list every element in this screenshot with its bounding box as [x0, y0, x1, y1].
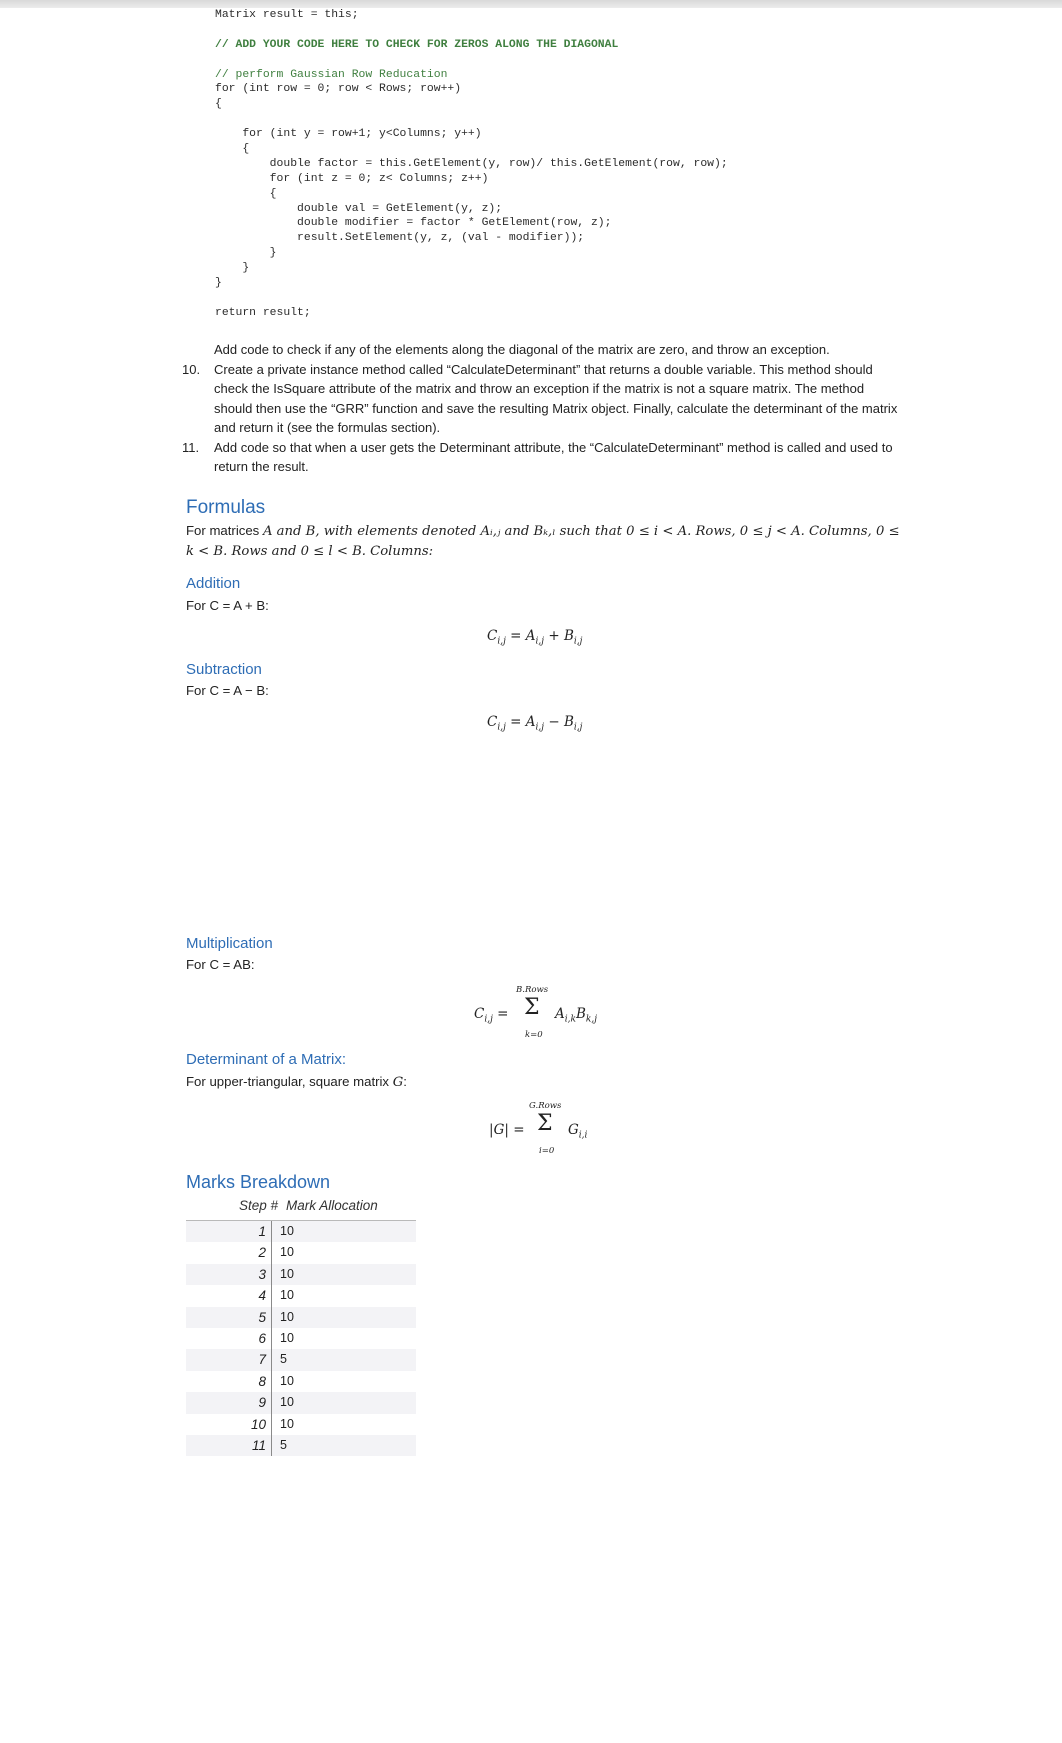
- instruction-number: 11.: [182, 439, 200, 455]
- marks-table-body: [186, 1221, 416, 1456]
- step-number: 6: [186, 1328, 272, 1349]
- code-line: for (int z = 0; z< Columns; z++): [215, 172, 489, 185]
- code-line: double factor = this.GetElement(y, row)/ this.GetElement(row, row);: [215, 157, 728, 170]
- step-number: 2: [186, 1242, 272, 1263]
- mark-allocation: 10: [280, 1395, 294, 1410]
- instruction-item-10: [170, 360, 900, 438]
- table-row: [186, 1414, 416, 1435]
- table-row: [186, 1349, 416, 1370]
- marks-table: [186, 1198, 416, 1456]
- subtraction-equation: $C_{i,j} = A_{i,j} - B_{i,j}$: [487, 714, 583, 733]
- step-number: 4: [186, 1285, 272, 1306]
- determinant-heading: Determinant of a Matrix:: [186, 1051, 347, 1068]
- code-line: }: [215, 262, 250, 275]
- table-row: [186, 1371, 416, 1392]
- table-row: [186, 1242, 416, 1263]
- code-line: [215, 291, 728, 306]
- summation-upper-limit: B.Rows: [516, 985, 549, 995]
- instruction-intro: Add code to check if any of the elements along the diagonal of the matrix are zero, and throw an exception.: [214, 342, 830, 357]
- table-row: [186, 1264, 416, 1285]
- table-row: [186, 1328, 416, 1349]
- step-number: 8: [186, 1371, 272, 1392]
- code-line: result.SetElement(y, z, (val - modifier));: [215, 232, 585, 245]
- mark-allocation: 10: [280, 1373, 294, 1388]
- code-line: }: [215, 277, 222, 290]
- column-header-step: Step #: [238, 1198, 278, 1213]
- code-line: return result;: [215, 306, 311, 319]
- step-number: 7: [186, 1349, 272, 1370]
- summation-upper-limit: G.Rows: [529, 1101, 562, 1111]
- code-line: double val = GetElement(y, z);: [215, 202, 503, 215]
- mark-allocation: 10: [280, 1330, 294, 1345]
- addition-equation: $C_{i,j} = A_{i,j} + B_{i,j}$: [487, 628, 583, 647]
- formulas-intro-line-2: k < B. Rows and 0 ≤ l < B. Columns:: [186, 544, 434, 559]
- table-row: [186, 1307, 416, 1328]
- code-listing: [215, 8, 728, 321]
- mark-allocation: 5: [280, 1437, 287, 1452]
- determinant-summation: [529, 1101, 597, 1157]
- step-number: 3: [186, 1264, 272, 1285]
- multiplication-term: $A_{i,k}B_{k,j}$: [555, 1006, 597, 1025]
- mark-allocation: 10: [280, 1288, 294, 1303]
- code-line: }: [215, 247, 277, 260]
- code-line: // ADD YOUR CODE HERE TO CHECK FOR ZEROS ALONG THE DIAGONAL: [215, 38, 619, 51]
- step-number: 5: [186, 1307, 272, 1328]
- summation-lower-limit: i=0: [539, 1146, 555, 1156]
- sigma-icon: Σ: [537, 1111, 553, 1136]
- instruction-text: Create a private instance method called “CalculateDeterminant” that returns a double variable. This method should check the IsSquare attribute of the matrix and throw an exception if the matrix is not a square matrix. The method should then use the “GRR” function and save the resulting Matrix object. Finally, calculate the determinant of the matrix and return it (see the formulas section).: [214, 361, 898, 435]
- addition-for-text: For C = A + B:: [186, 598, 269, 613]
- marks-table-header: [186, 1198, 416, 1221]
- table-row: [186, 1221, 416, 1242]
- code-line: [215, 23, 728, 38]
- instruction-number: 10.: [182, 361, 201, 377]
- step-number: 11: [186, 1435, 272, 1456]
- formulas-intro-line-1: For matrices A and B, with elements denoted Aᵢ,ⱼ and Bₖ,ₗ such that 0 ≤ i < A. Rows, 0 ≤ j < A. Columns, 0 ≤: [186, 523, 900, 539]
- step-number: 10: [186, 1414, 272, 1435]
- code-line: {: [215, 143, 250, 156]
- code-line: [215, 112, 728, 127]
- mark-allocation: 10: [280, 1416, 294, 1431]
- determinant-for-text: For upper-triangular, square matrix G:: [186, 1074, 407, 1090]
- table-row: [186, 1392, 416, 1413]
- marks-heading: Marks Breakdown: [186, 1172, 331, 1192]
- step-number: 1: [186, 1221, 272, 1242]
- code-line: [215, 53, 728, 68]
- subtraction-for-text: For C = A − B:: [186, 683, 269, 698]
- code-line: {: [215, 187, 277, 200]
- window-top-edge: [0, 0, 1062, 8]
- mark-allocation: 10: [280, 1224, 294, 1238]
- code-line: {: [215, 98, 222, 111]
- multiplication-for-text: For C = AB:: [186, 957, 255, 972]
- mark-allocation: 10: [280, 1309, 294, 1324]
- mark-allocation: 10: [280, 1245, 294, 1260]
- code-line: Matrix result = this;: [215, 9, 359, 21]
- instruction-steps: [170, 340, 900, 477]
- addition-heading: Addition: [186, 575, 241, 592]
- column-header-mark: Mark Allocation: [286, 1198, 378, 1213]
- instruction-item-11: [170, 438, 900, 477]
- determinant-term: $G_{i,i}$: [568, 1122, 588, 1141]
- mark-allocation: 5: [280, 1352, 287, 1367]
- code-line: for (int row = 0; row < Rows; row++): [215, 83, 462, 96]
- formulas-intro-math: A and B, with elements denoted Aᵢ,ⱼ and Bₖ,ₗ such that 0 ≤ i < A. Rows, 0 ≤ j < A. Columns, 0 ≤: [262, 524, 900, 539]
- summation-lower-limit: k=0: [525, 1030, 543, 1040]
- sigma-icon: Σ: [524, 995, 540, 1020]
- subtraction-heading: Subtraction: [186, 661, 262, 678]
- table-row: [186, 1285, 416, 1306]
- code-line: double modifier = factor * GetElement(row, z);: [215, 217, 612, 230]
- determinant-lhs: |G| =: [489, 1122, 525, 1138]
- code-line: // perform Gaussian Row Reducation: [215, 68, 448, 81]
- mark-allocation: 10: [280, 1266, 294, 1281]
- table-row: [186, 1435, 416, 1456]
- instruction-text: Add code so that when a user gets the Determinant attribute, the “CalculateDeterminant” method is called and used to return the result.: [214, 439, 893, 474]
- code-line: for (int y = row+1; y<Columns; y++): [215, 128, 482, 141]
- multiplication-heading: Multiplication: [186, 935, 273, 952]
- formulas-heading: Formulas: [186, 497, 266, 518]
- multiplication-lhs: $C_{i,j}$ =: [474, 1006, 509, 1025]
- step-number: 9: [186, 1392, 272, 1413]
